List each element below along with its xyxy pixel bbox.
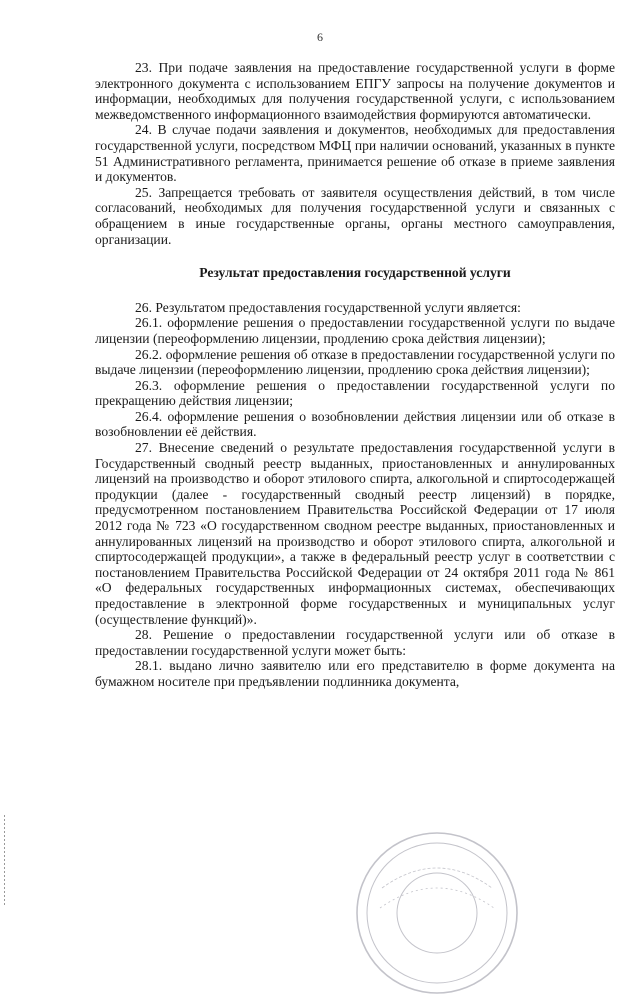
paragraph-26-4: 26.4. оформление решения о возобновлении действия лицензии или об отказе в возобновлении её действия.: [95, 408, 615, 440]
paragraph-28: 28. Решение о предоставлении государственной услуги или об отказе в предоставлении государственной услуги может быть:: [95, 627, 615, 658]
paragraph-26: 26. Результатом предоставления государственной услуги является:: [135, 299, 521, 315]
paragraph-28-1: 28.1. выдано лично заявителю или его представителю в форме документа на бумажном носителе при предъявлении подлинника документа,: [95, 658, 615, 689]
paragraph-27: 27. Внесение сведений о результате предоставления государственной услуги в Государственный сводный реестр выданных, приостановленных и аннулированных лицензий на производство и оборот этилового спирта, алкогольной и спиртосодержащей продукции (далее - государственный сводный реестр лицензий) в порядке, предусмотренном постановлением Правительства Российской Федерации от 17 июля 2012 года № 723 «О государственном сводном реестре выданных, приостановленных и аннулированных лицензий на производство и оборот этилового спирта, алкогольной и спиртосодержащей продукции», а также в федеральный реестр услуг в соответствии с постановлением Правительства Российской Федерации от 24 октября 2011 года № 861 «О федеральных государственных информационных системах, обеспечивающих предоставление в электронной форме государственных и муниципальных услуг (осуществление функций)».: [95, 440, 615, 627]
page-number: 6: [317, 30, 323, 44]
official-seal-stamp: [352, 828, 522, 998]
scan-edge-mark: [4, 815, 5, 905]
paragraph-26-1: 26.1. оформление решения о предоставлении государственной услуги по выдаче лицензии (переоформлению лицензии, продлению срока действия лицензии);: [95, 315, 615, 346]
paragraph-23: 23. При подаче заявления на предоставление государственной услуги в форме электронного документа с использованием ЕПГУ запросы на получение документов и информации, необходимых для получения государственной услуги, с использованием межведомственного информационного взаимодействия формируются автоматически.: [95, 60, 615, 122]
paragraph-24: 24. В случае подачи заявления и документов, необходимых для предоставления государственной услуги, посредством МФЦ при наличии оснований, указанных в пункте 51 Административного регламента, принимается решение об отказе в приеме заявления и документов.: [95, 122, 615, 185]
document-body: [95, 60, 615, 690]
paragraph-26-3: 26.3. оформление решения о предоставлении государственной услуги по прекращению действия лицензии;: [95, 377, 615, 409]
paragraph-25: 25. Запрещается требовать от заявителя осуществления действий, в том числе согласований, необходимых для получения государственной услуги и связанных с обращением в иные государственные органы, органы местного самоуправления, организации.: [95, 184, 615, 247]
section-heading: Результат предоставления государственной услуги: [199, 265, 511, 281]
paragraph-26-2: 26.2. оформление решения об отказе в предоставлении государственной услуги по выдаче лицензии (переоформлению лицензии, продлению срока действия лицензии);: [95, 346, 615, 378]
